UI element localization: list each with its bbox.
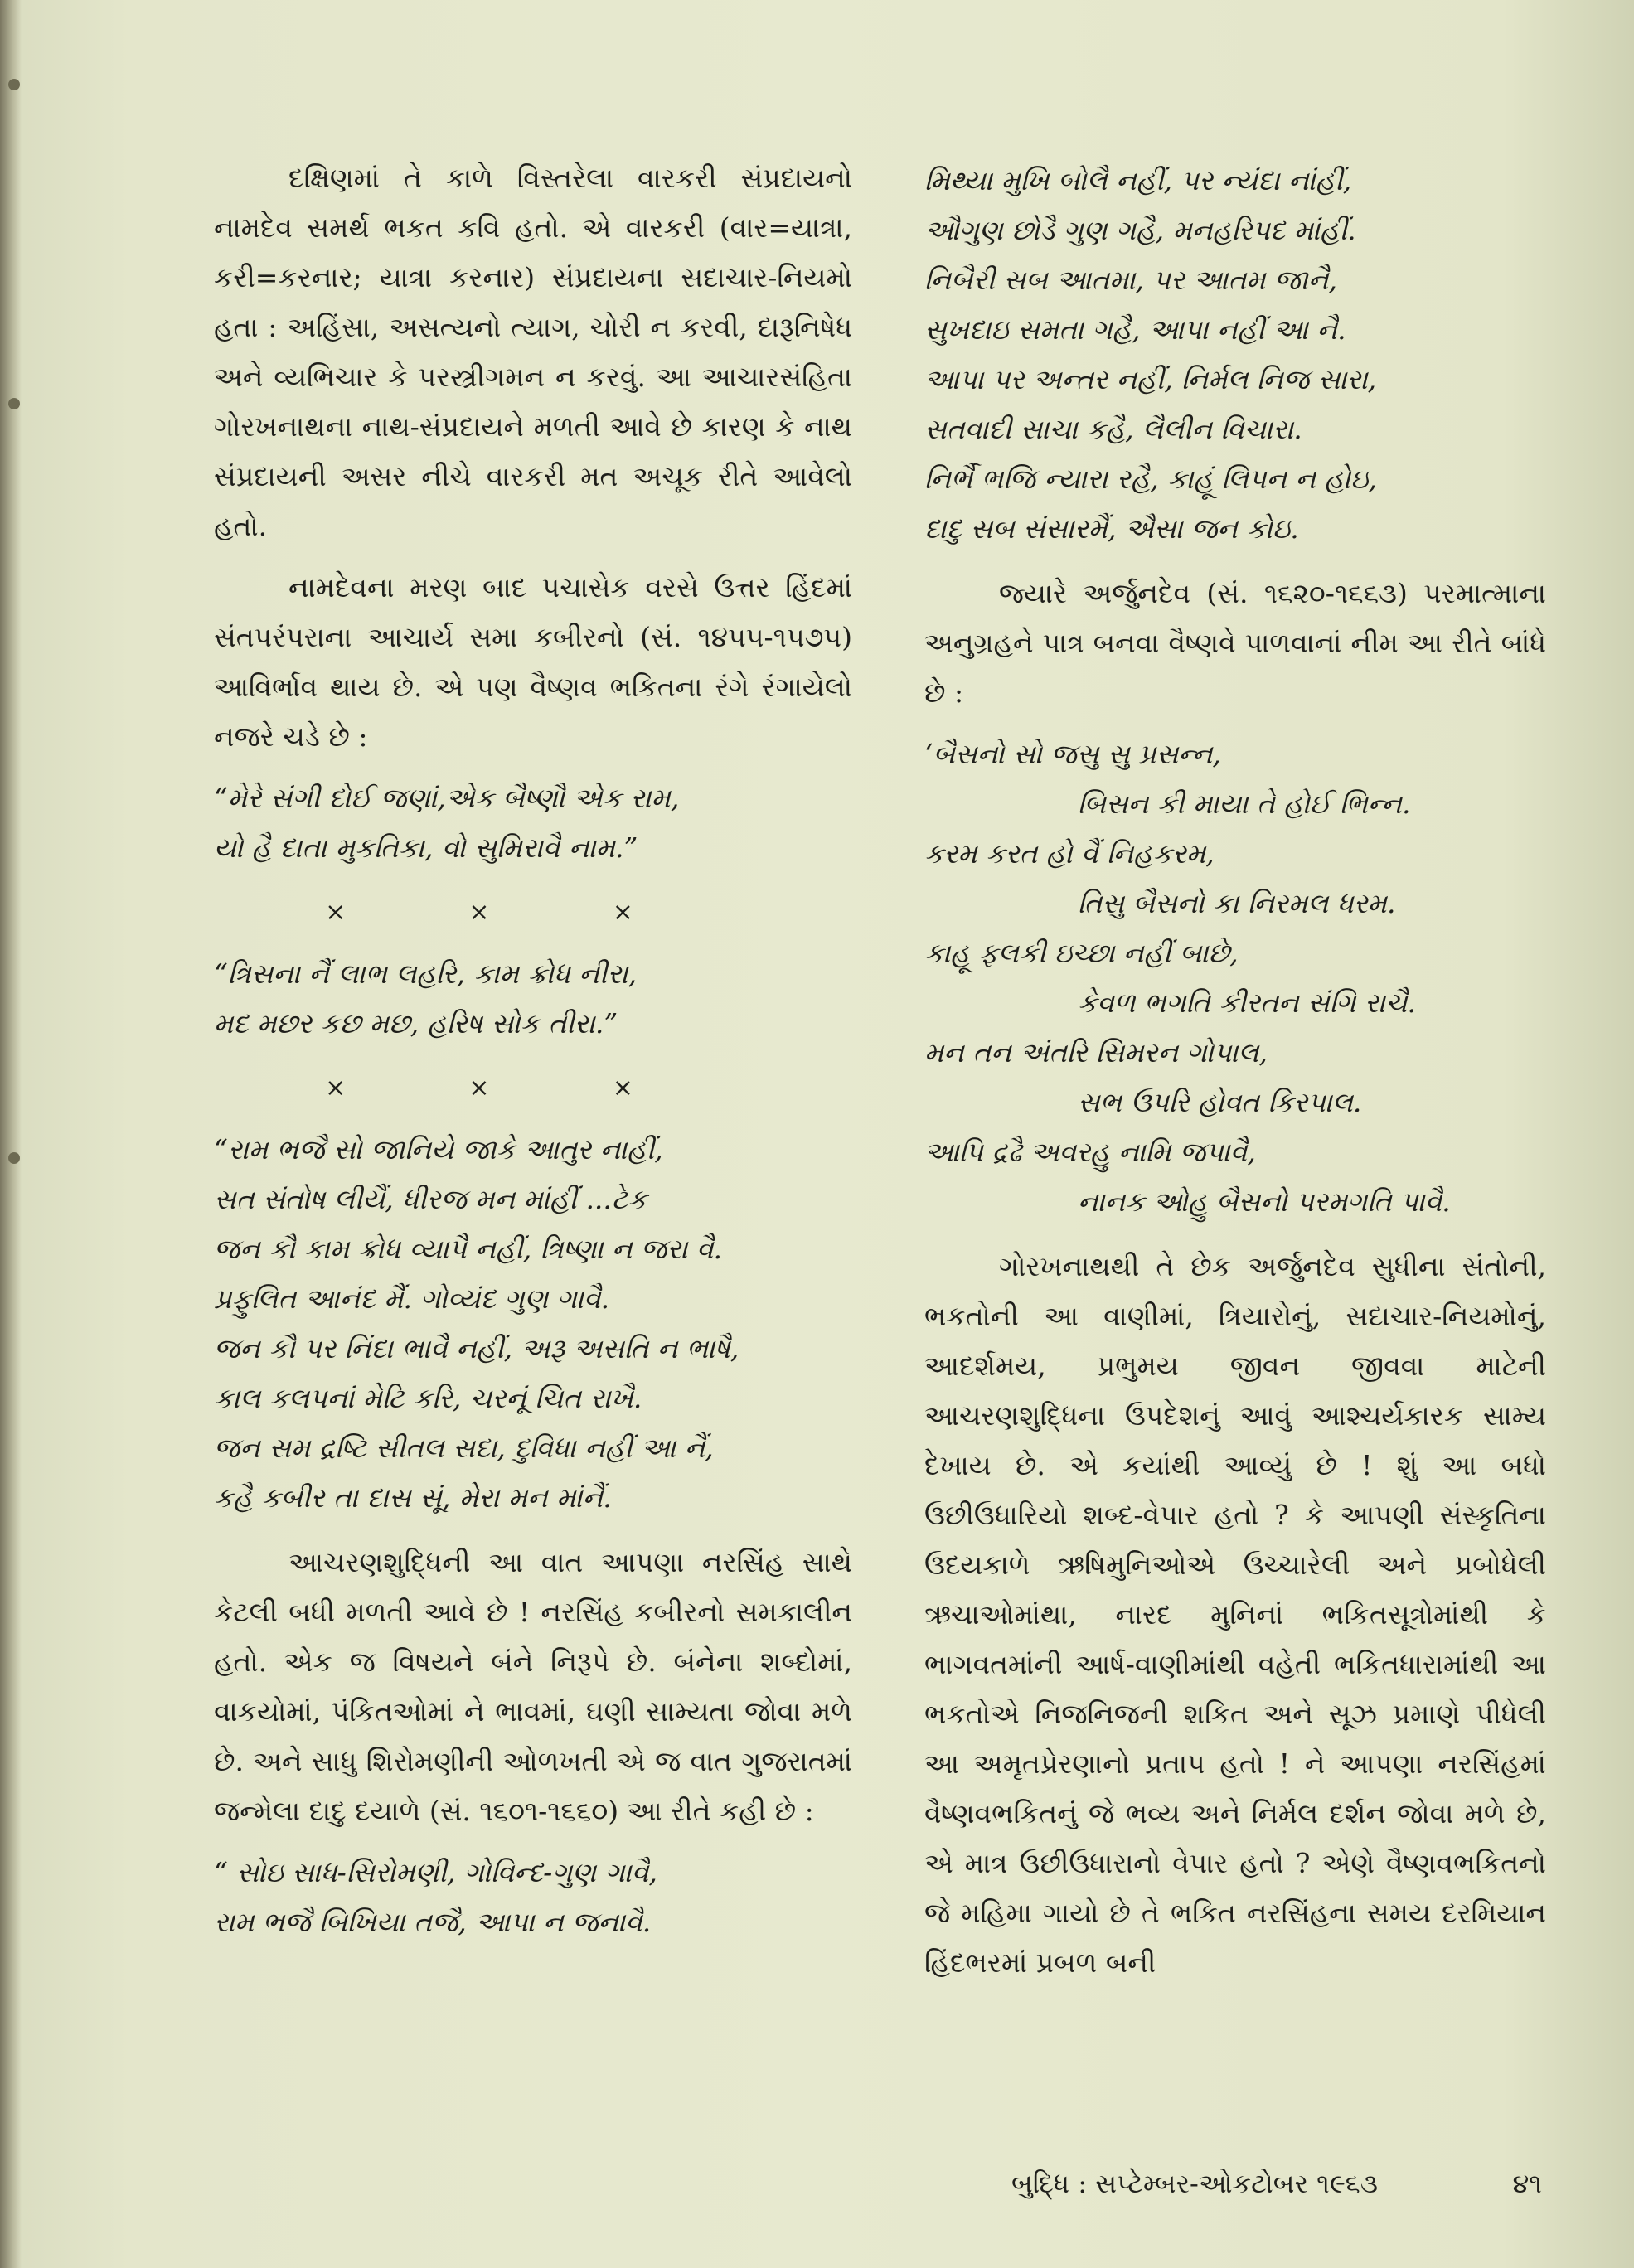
verse-line: નિબૈરી સબ આતમા, પર આતમ જાનૈ,	[924, 264, 1337, 296]
verse-line: જન સમ દ્રષ્ટિ સીતલ સદા, દુવિધા નહીં આ નૈં,	[214, 1432, 714, 1464]
verse-line: મદ મછર કછ મછ, હરિષ સોક તીરા.”	[214, 1007, 618, 1040]
verse-line: આપિ દ્રઢૈ અવરહુ નામિ જપાવૈ,	[924, 1136, 1256, 1168]
verse-line: પ્રફુલિત આનંદ મૈં. ગોવ્યંદ ગુણ ગાવૈ.	[214, 1282, 610, 1315]
verse-kabir-2	[214, 949, 852, 1049]
paragraph: જ્યારે અર્જુનદેવ (સં. ૧૬૨૦-૧૬૬૩) પરમાત્માના અનુગ્રહને પાત્ર બનવા વૈષ્ણવે પાળવાનાં નીમ આ રીતે બાંધે છે :	[924, 577, 1546, 709]
verse-kabir-1	[214, 773, 852, 873]
separator-mark: ×	[468, 898, 490, 927]
verse-line: કરમ કરત હો વૈં નિહકરમ,	[924, 837, 1215, 870]
paragraph: આચરણશુદ્ધિની આ વાત આપણા નરસિંહ સાથે કેટલી બધી મળતી આવે છે ! નરસિંહ કબીરનો સમકાલીન હતો. એક જ વિષયને બંને નિરૂપે છે. બંનેના શબ્દોમાં, વાકયોમાં, પંકિતઓમાં ને ભાવમાં, ઘણી સામ્યતા જોવા મળે છે. અને સાધુ શિરોમણીની ઓળખતી એ જ વાત ગુજરાતમાં જન્મેલા દાદુ દયાળે (સં. ૧૬૦૧-૧૬૬૦) આ રીતે કહી છે :	[214, 1546, 852, 1827]
verse-line: કાહૂ ફલકી ઇચ્છા નહીં બાછે,	[924, 937, 1239, 969]
verse-line: સભ ઉપરિ હોવત કિરપાલ.	[1078, 1086, 1362, 1118]
verse-dadu-1	[214, 1848, 852, 1947]
page-number: ૪૧	[1512, 2168, 1542, 2199]
right-column	[924, 149, 1546, 1999]
page-footer	[1011, 2168, 1542, 2200]
verse-line: કાલ કલપનાં મેટિ કરિ, ચરનૂં ચિત રાખૈ.	[214, 1382, 642, 1414]
section-separator	[264, 888, 695, 938]
verse-line: નિર્ભૈ ભજિ ન્યારા રહૈ, કાહૂં લિપન ન હોઇ,	[924, 463, 1378, 495]
verse-line: ‘બૈસનો સો જસુ સુ પ્રસન્ન,	[924, 738, 1221, 770]
binding-hole	[8, 1152, 20, 1164]
paragraph: નામદેવના મરણ બાદ પચાસેક વરસે ઉત્તર હિંદમાં સંતપરંપરાના આચાર્ય સમા કબીરનો (સં. ૧૪૫૫-૧૫૭૫) આવિર્ભાવ થાય છે. એ પણ વૈષ્ણવ ભકિતના રંગે રંગાયેલો નજરે ચડે છે :	[214, 571, 852, 753]
binding-hole	[8, 398, 20, 410]
verse-line: સુખદાઇ સમતા ગહૈ, આપા નહીં આ નૈ.	[924, 313, 1346, 346]
verse-dadu-2	[924, 156, 1546, 554]
verse-line: કહૈ કબીર તા દાસ સૂં, મેરા મન માંનૈં.	[214, 1481, 612, 1514]
verse-kabir-3	[214, 1125, 852, 1523]
verse-line: તિસુ બૈસનો કા નિરમલ ધરમ.	[1078, 887, 1396, 919]
verse-line: “ત્રિસના નૈં લાભ લહરિ, કામ ક્રોધ નીરા,	[214, 957, 638, 990]
separator-mark: ×	[468, 1073, 490, 1102]
verse-line: “રામ ભજૈ સો જાનિયે જાકે આતુર નાહીં,	[214, 1133, 663, 1166]
verse-line: સત સંતોષ લીયૈં, ધીરજ મન માંહીં ...ટેક	[214, 1183, 647, 1215]
verse-line: બિસન કી માયા તે હોઈ ભિન્ન.	[1078, 788, 1411, 820]
separator-mark: ×	[325, 898, 347, 927]
verse-line: આપા પર અન્તર નહીં, નિર્મલ નિજ સારા,	[924, 363, 1377, 395]
binding-edge	[0, 0, 22, 2268]
verse-line: જન કૌ પર નિંદા ભાવૈ નહીં, અરૂ અસતિ ન ભાષૈ,	[214, 1332, 739, 1364]
verse-line: ઔગુણ છોડૈ ગુણ ગહૈ, મનહરિપદ માંહીં.	[924, 214, 1356, 246]
verse-line: “મેરે સંગી દોઈ જણાં,એક બૈષ્ણૌ એક રામ,	[214, 782, 680, 814]
verse-line: દાદુ સબ સંસારમૈં, ઐસા જન કોઇ.	[924, 512, 1299, 545]
verse-line: મિથ્યા મુખિ બોલૈ નહીં, પર ન્યંદા નાંહીં,	[924, 164, 1352, 196]
paragraph: દક્ષિણમાં તે કાળે વિસ્તરેલા વારકરી સંપ્રદાયનો નામદેવ સમર્થ ભકત કવિ હતો. એ વારકરી (વાર=યાત્રા, કરી=કરનાર; યાત્રા કરનાર) સંપ્રદાયના સદાચાર-નિયમો હતા : અહિંસા, અસત્યનો ત્યાગ, ચોરી ન કરવી, દારૂનિષેધ અને વ્યભિચાર કે પરસ્ત્રીગમન ન કરવું. આ આચારસંહિતા ગોરખનાથના નાથ-સંપ્રદાયને મળતી આવે છે કારણ કે નાથ સંપ્રદાયની અસર નીચે વારકરી મત અચૂક રીતે આવેલો હતો.	[214, 162, 852, 542]
verse-line: મન તન અંતરિ સિમરન ગોપાલ,	[924, 1036, 1268, 1069]
verse-line: રામ ભજૈ બિખિયા તજૈ, આપા ન જનાવૈ.	[214, 1906, 652, 1938]
separator-mark: ×	[612, 898, 633, 927]
verse-line: જન કૌ કામ ક્રોધ વ્યાપૈ નહીં, ત્રિષ્ણા ન જરા વૈ.	[214, 1233, 723, 1265]
verse-line: “ સોઇ સાધ-સિરોમણી, ગોવિન્દ-ગુણ ગાવૈ,	[214, 1856, 657, 1888]
verse-line: નાનક ઓહુ બૈસનો પરમગતિ પાવૈ.	[1078, 1185, 1451, 1218]
verse-arjundev	[924, 729, 1546, 1227]
verse-line: યો હૈ દાતા મુકતિકા, વો સુમિરાવૈ નામ.”	[214, 831, 638, 864]
verse-line: કેવળ ભગતિ કીરતન સંગિ રાચૈ.	[1078, 986, 1416, 1019]
journal-issue: બુદ્ધિ : સપ્ટેમ્બર-ઓકટોબર ૧૯૬૩	[1011, 2168, 1379, 2199]
section-separator	[264, 1064, 695, 1113]
separator-mark: ×	[325, 1073, 347, 1102]
separator-mark: ×	[612, 1073, 633, 1102]
left-column	[214, 153, 852, 1962]
binding-hole	[8, 79, 20, 90]
verse-line: સતવાદી સાચા કહૈ, લૈલીન વિચારા.	[924, 413, 1302, 445]
paragraph: ગોરખનાથથી તે છેક અર્જુનદેવ સુધીના સંતોની, ભકતોની આ વાણીમાં, ત્રિયારોનું, સદાચાર-નિયમોનું, આદર્શમય, પ્રભુમય જીવન જીવવા માટેની આચરણશુદ્ધિના ઉપદેશનું આવું આશ્ચર્યકારક સામ્ય દેખાય છે. એ કયાંથી આવ્યું છે ! શું આ બધો ઉછીઉધારિયો શબ્દ-વેપાર હતો ? કે આપણી સંસ્કૃતિના ઉદયકાળે ઋષિમુનિઓએ ઉચ્ચારેલી અને પ્રબોધેલી ઋચાઓમાંથા, નારદ મુનિનાં ભકિતસૂત્રોમાંથી કે ભાગવતમાંની આર્ષ-વાણીમાંથી વહેતી ભકિતધારામાંથી આ ભકતોએ નિજનિજની શકિત અને સૂઝ પ્રમાણે પીધેલી આ અમૃતપ્રેરણાનો પ્રતાપ હતો ! ને આપણા નરસિંહમાં વૈષ્ણવભકિતનું જે ભવ્ય અને નિર્મલ દર્શન જોવા મળે છે, એ માત્ર ઉછીઉધારાનો વેપાર હતો ? એણે વૈષ્ણવભકિતનો જે મહિમા ગાયો છે તે ભકિત નરસિંહના સમય દરમિયાન હિંદભરમાં પ્રબળ બની	[924, 1250, 1546, 1979]
